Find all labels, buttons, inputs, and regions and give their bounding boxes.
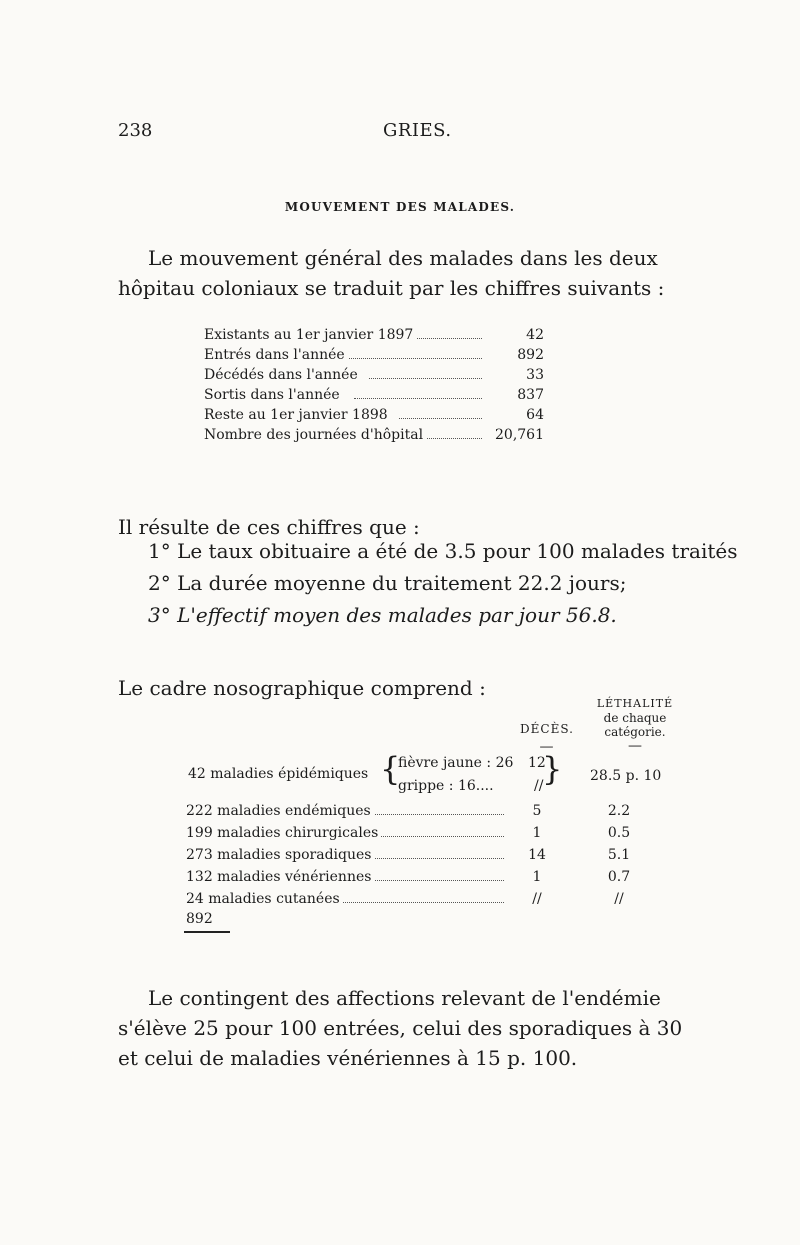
page-number: 238 [118, 120, 153, 141]
epidemic-deces: // [534, 778, 544, 794]
summary-label: Décédés dans l'année [204, 365, 361, 385]
summary-row [204, 345, 544, 365]
deces-header-label: DÉCÈS. [520, 722, 574, 736]
result-item: 2° La durée moyenne du traitement 22.2 jours; [148, 571, 627, 595]
running-head: GRIES. [383, 120, 452, 141]
epidemic-lethalite: 28.5 p. 10 [590, 768, 662, 784]
summary-label: Reste au 1er janvier 1898 [204, 405, 391, 425]
closing-paragraph: Le contingent des affections relevant de l'endémie s'élève 25 pour 100 entrées, celui des sporadiques à 30 et celui de maladies vénériennes à 15 p. 100. [118, 986, 683, 1070]
table-row [186, 801, 666, 821]
row-lethalite: 0.7 [607, 869, 631, 885]
lethalite-header-line: LÉTHALITÉ [596, 697, 674, 710]
summary-value: 20,761 [495, 427, 544, 443]
row-deces: 1 [532, 869, 542, 885]
summary-row [204, 425, 544, 445]
lethalite-header [590, 697, 680, 753]
lethalite-header-line: de chaque [603, 711, 667, 725]
lethalite-dash: — [628, 738, 642, 754]
intro-paragraph: Le mouvement général des malades dans les deux hôpitau coloniaux se traduit par les chiffres suivants : [118, 246, 665, 300]
epidemic-sub: fièvre jaune : 26 [398, 755, 514, 771]
table-row [186, 867, 666, 887]
summary-value: 837 [517, 387, 544, 403]
lethalite-header-line: catégorie. [604, 725, 666, 739]
section-title: MOUVEMENT DES MALADES. [284, 200, 516, 214]
row-label: 222 maladies endémiques [186, 801, 374, 821]
summary-value: 33 [526, 367, 544, 383]
nosography-intro: Le cadre nosographique comprend : [118, 676, 486, 700]
summary-label: Nombre des journées d'hôpital [204, 425, 426, 445]
deces-dash: — [539, 739, 555, 755]
result-item: 3° L'effectif moyen des malades par jour 56.8. [148, 603, 617, 627]
summary-row [204, 325, 544, 345]
table-row [186, 823, 666, 843]
row-label: 199 maladies chirurgicales [186, 823, 381, 843]
table-row [186, 889, 666, 909]
summary-label: Entrés dans l'année [204, 345, 348, 365]
row-deces: 14 [528, 847, 546, 863]
row-deces: 5 [532, 803, 542, 819]
left-brace-icon: { [380, 750, 401, 788]
row-lethalite: 5.1 [607, 847, 631, 863]
summary-label: Sortis dans l'année [204, 385, 343, 405]
row-label: 24 maladies cutanées [186, 889, 343, 909]
summary-row [204, 405, 544, 425]
summary-value: 892 [517, 347, 544, 363]
epidemic-label: 42 maladies épidémiques [188, 766, 369, 782]
row-deces: 1 [532, 825, 542, 841]
result-item: 1° Le taux obituaire a été de 3.5 pour 100 malades traités [148, 539, 738, 563]
summary-row [204, 385, 544, 405]
summary-row [204, 365, 544, 385]
summary-table [204, 325, 544, 445]
table-row [186, 845, 666, 865]
summary-value: 42 [526, 327, 544, 343]
right-brace-icon: } [542, 750, 563, 788]
total-rule [184, 931, 230, 933]
summary-value: 64 [526, 407, 544, 423]
results-intro: Il résulte de ces chiffres que : [118, 515, 420, 539]
epidemic-sub: grippe : 16.... [398, 778, 494, 794]
summary-label: Existants au 1er janvier 1897 [204, 325, 416, 345]
row-label: 273 maladies sporadiques [186, 845, 374, 865]
row-lethalite: 2.2 [607, 803, 631, 819]
table-total: 892 [186, 911, 213, 927]
epidemic-deces: 12 [528, 755, 546, 771]
row-lethalite: // [614, 891, 624, 907]
row-label: 132 maladies vénériennes [186, 867, 374, 887]
row-deces: // [532, 891, 542, 907]
row-lethalite: 0.5 [607, 825, 631, 841]
